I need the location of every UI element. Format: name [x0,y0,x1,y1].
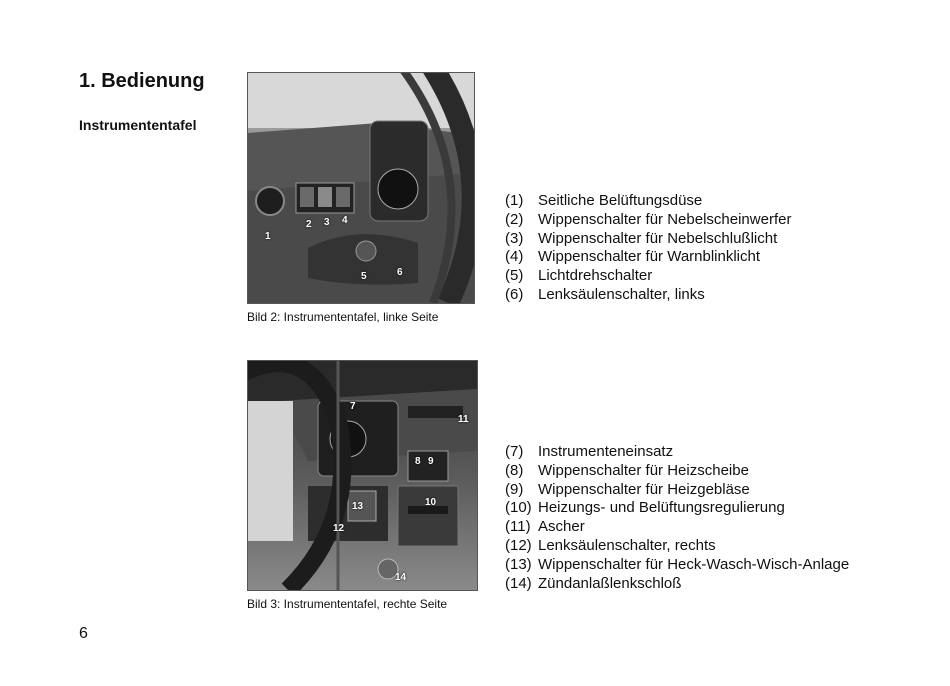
callout-12: 12 [333,523,345,534]
callout-8: 8 [415,456,421,467]
legend-item: (6) Lenksäulenschalter, links [505,285,705,303]
figure-2-caption: Bild 2: Instrumententafel, linke Seite [247,310,439,324]
legend-item: (10) Heizungs- und Belüftungsregulierung [505,499,785,517]
callout-11: 11 [458,414,469,425]
callout-3: 3 [324,217,330,228]
page-number: 6 [79,625,88,642]
figure-2-legend [505,192,791,305]
legend-item: (11) Ascher [505,518,585,536]
callout-1: 1 [265,231,271,242]
callout-9: 9 [428,456,434,467]
figure-3-legend [505,443,849,593]
callout-14: 14 [395,572,407,583]
callout-10: 10 [425,497,437,508]
legend-item: (7) Instrumenteneinsatz [505,443,674,460]
legend-item: (9) Wippenschalter für Heizgebläse [505,480,750,498]
legend-item: (1) Seitliche Belüftungsdüse [505,192,703,209]
legend-item: (8) Wippenschalter für Heizscheibe [505,461,749,479]
callout-4: 4 [342,215,348,226]
callout-2: 2 [306,219,312,230]
section-title: 1. Bedienung [79,70,205,92]
legend-item: (5) Lichtdrehschalter [505,267,653,285]
callout-5: 5 [361,271,367,282]
callout-13: 13 [352,501,364,512]
legend-item: (3) Wippenschalter für Nebelschlußlicht [505,229,778,247]
section-subtitle: Instrumententafel [79,117,197,133]
legend-item: (2) Wippenschalter für Nebelscheinwerfer [505,210,792,228]
callout-6: 6 [397,267,403,278]
callout-7: 7 [350,401,356,412]
legend-item: (12) Lenksäulenschalter, rechts [505,536,716,554]
legend-item: (4) Wippenschalter für Warnblinklicht [505,248,761,266]
legend-item: (13) Wippenschalter für Heck-Wasch-Wisch-Anlage [505,555,850,573]
dashboard-left-photo [247,72,475,304]
dashboard-right-photo [247,360,478,591]
legend-item: (14) Zündanlaßlenkschloß [505,574,682,592]
figure-3-caption: Bild 3: Instrumententafel, rechte Seite [247,597,448,611]
